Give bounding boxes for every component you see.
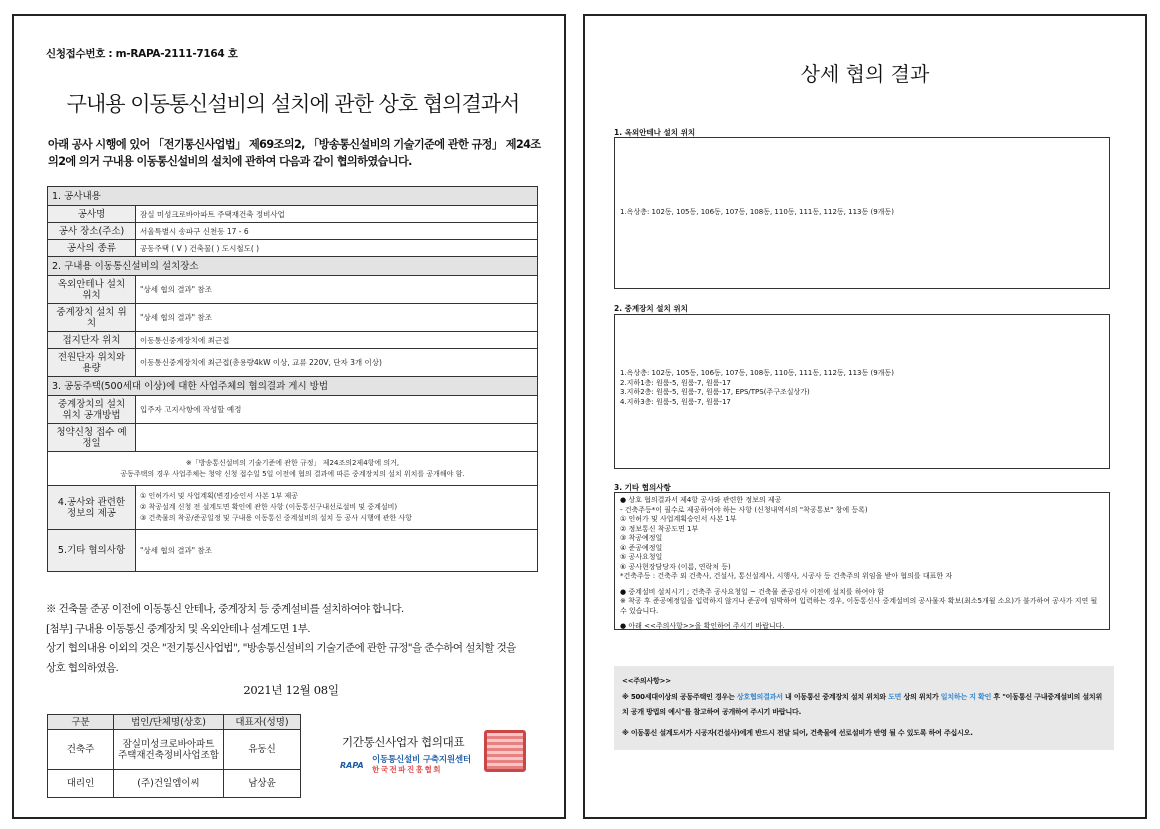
footer-notes <box>46 600 546 678</box>
other-line: ● 아래 <<주의사항>>을 확인하여 주시기 바랍니다. <box>620 622 785 630</box>
terminal-value: 이동통신중계장치에 최근접 <box>136 332 538 349</box>
antenna-section-header: 1. 옥외안테나 설치 위치 <box>614 128 696 137</box>
antenna-location-line: 1.옥상층: 102동, 105동, 106동, 107동, 108동, 110동, 111동, 112동, 113동 (9개동) <box>620 208 894 216</box>
other-label: 5.기타 협의사항 <box>48 530 136 572</box>
subscribe-date-value <box>136 424 538 452</box>
footer-note-3: 상기 협의내용 이외의 것은 "전기통신사업법", "방송통신설비의 기술기준에 관한 규정"을 준수하여 설치할 것을 <box>46 642 516 654</box>
regulation-note-line-1: ※「방송통신설비의 기술기준에 관한 규정」 제24조의2제4항에 의거, <box>185 458 400 467</box>
other-line: ※ 착공 후 준공예정일을 입력하지 않거나 준공에 임박하여 입력하는 경우, 이동통신사 중계설비의 공사물자 확보(최소5개월 소요)가 불가하여 공사가 지연 될 수 있습니다. <box>620 597 1098 615</box>
project-name-value: 잠실 미성크로바아파트 주택재건축 정비사업 <box>136 206 538 223</box>
caution-title: <<주의사항>> <box>622 677 671 685</box>
caution-line-1: ※ 500세대이상의 공동주택인 경우는 상호협의결과서 내 이동통신 중계장치 설치 위치와 도면 상의 위치가 일치하는 지 확인 후 "이동통신 구내중계설비의 설치위치 공개 방법의 예시"를 참고하여 공개하여 주시기 바랍니다. <box>622 693 1103 716</box>
power-label: 전원단자 위치와 용량 <box>48 349 136 377</box>
type-value: 공동주택 ( V ) 건축물( ) 도시철도( ) <box>136 240 538 257</box>
info-item-1: ① 인허가서 및 사업계획(변경)승인서 사본 1부 제공 <box>140 492 299 500</box>
other-line: *건축주등 : 건축주 외 건축사, 건설사, 통신설계사, 시행사, 시공사 등 건축주의 위임을 받아 협의를 대표한 자 <box>620 572 953 580</box>
repeater-line-2: 2.지하1층: 원룸-5, 원룸-7, 원룸-17 <box>620 378 731 387</box>
repeater-value: "상세 협의 결과" 참조 <box>136 304 538 332</box>
owner-org: 잠실미성크로바아파트 주택재건축정비사업조합 <box>114 730 224 770</box>
sign-header-category: 구분 <box>48 715 114 730</box>
terminal-label: 접지단자 위치 <box>48 332 136 349</box>
footer-note-4: 상호 협의하였음. <box>46 661 119 674</box>
repeater-location-box <box>614 314 1110 469</box>
signature-table <box>47 714 301 798</box>
repeater-line-4: 4.지하3층: 원룸-5, 원룸-7, 원룸-17 <box>620 397 731 406</box>
other-line: ③ 착공예정일 <box>620 534 663 542</box>
other-value: "상세 협의 결과" 참조 <box>136 530 538 572</box>
regulation-note <box>48 452 538 486</box>
notice-method-label: 중계장치의 설치 위치 공개방법 <box>48 396 136 424</box>
rapa-association: 한국전파진흥협회 <box>372 765 442 774</box>
repeater-line-3: 3.지하2층: 원룸-5, 원룸-7, 원룸-17, EPS/TPS(주구조실상가) <box>620 388 810 396</box>
owner-label: 건축주 <box>48 730 114 770</box>
repeater-section-header: 2. 중계장치 설치 위치 <box>614 304 688 313</box>
other-line: ● 상호 협의결과서 제4항 공사와 관련한 정보의 제공 <box>620 496 782 504</box>
repeater-label: 중계장치 설치 위치 <box>48 304 136 332</box>
other-line: ② 정보통신 착공도면 1부 <box>620 524 699 533</box>
regulation-note-line-2: 공동주택의 경우 사업주체는 청약 신청 접수일 5일 이전에 협의 결과에 따른 중계장치의 설치 위치를 공개해야 함. <box>120 469 465 478</box>
location-label: 공사 장소(주소) <box>48 223 136 240</box>
page-agreement <box>12 14 566 819</box>
repeater-line-1: 1.옥상층: 102동, 105동, 106동, 107동, 108동, 110동, 111동, 112동, 113동 (9개동) <box>620 369 894 377</box>
antenna-label: 옥외안테나 설치 위치 <box>48 276 136 304</box>
footer-note-2: [첨부] 구내용 이동통신 중계장치 및 옥외안테나 설계도면 1부. <box>46 622 311 635</box>
other-line: ● 중계설비 설치시기 ; 건축주 공사요청일 ~ 건축물 준공검사 이전에 설치를 하여야 함 <box>620 587 885 596</box>
rapa-center-name <box>372 755 471 775</box>
other-line: ① 인허가 및 사업계획승인서 사본 1부 <box>620 515 737 523</box>
info-provision-label: 4.공사와 관련한 정보의 제공 <box>48 486 136 530</box>
caution-line-2: ※ 이동통신 설계도서가 시공자(건설사)에게 반드시 전달 되어, 건축물에 선로설비가 반영 될 수 있도록 하여 주십시오. <box>622 729 973 737</box>
document-title: 구내용 이동통신설비의 설치에 관한 상호 협의결과서 <box>66 92 520 116</box>
carrier-representative: 기간통신사업자 협의대표 <box>342 735 465 749</box>
sign-header-rep: 대표자(성명) <box>224 715 301 730</box>
agreement-table <box>47 186 538 572</box>
application-number: 신청접수번호 : m-RAPA-2111-7164 호 <box>46 48 238 60</box>
page-detail-results <box>583 14 1147 819</box>
notice-method-value: 입주자 고지사항에 작성할 예정 <box>136 396 538 424</box>
sign-header-org: 법인/단체명(상호) <box>114 715 224 730</box>
info-item-2: ② 착공설계 신청 전 설계도면 확인에 관한 사항 (이동통신구내선로설비 및 중계설비) <box>140 503 398 511</box>
other-section-header: 3. 기타 협의사항 <box>614 483 671 492</box>
other-agreement-box <box>614 492 1110 630</box>
owner-rep: 유동신 <box>224 730 301 770</box>
info-item-3: ③ 건축물의 착공/준공일정 및 구내용 이동통신 중계설비의 설치 등 공사 시행에 관한 사항 <box>140 514 413 522</box>
official-seal <box>484 730 526 772</box>
section-3-header: 3. 공동주택(500세대 이상)에 대한 사업주체의 협의결과 게시 방법 <box>48 377 538 396</box>
other-line: ⑤ 공사요청일 <box>620 553 663 561</box>
agent-org: (주)건일엠이씨 <box>114 770 224 798</box>
section-1-header: 1. 공사내용 <box>48 187 538 206</box>
subscribe-date-label: 청약신청 접수 예정일 <box>48 424 136 452</box>
section-2-header: 2. 구내용 이동통신설비의 설치장소 <box>48 257 538 276</box>
rapa-center-title: 이동통신설비 구축지원센터 <box>372 755 471 765</box>
info-provision-value <box>136 486 538 530</box>
project-name-label: 공사명 <box>48 206 136 223</box>
agreement-date: 2021년 12월 08일 <box>243 683 339 697</box>
other-line: ④ 준공예정일 <box>620 543 663 552</box>
caution-notice <box>614 666 1114 750</box>
type-label: 공사의 종류 <box>48 240 136 257</box>
intro-paragraph: 아래 공사 시행에 있어 「전기통신사업법」 제69조의2, 「방송통신설비의 기술기준에 관한 규정」 제24조의2에 의거 구내용 이동통신설비의 설치에 관하여 다음과 같이 협의하였습니다. <box>48 138 541 168</box>
agent-label: 대리인 <box>48 770 114 798</box>
power-value: 이동통신중계장치에 최근접(총용량4kW 이상, 교류 220V, 단자 3개 이상) <box>136 349 538 377</box>
agent-rep: 남상윤 <box>224 770 301 798</box>
antenna-value: "상세 협의 결과" 참조 <box>136 276 538 304</box>
footer-note-1: ※ 건축물 준공 이전에 이동통신 안테나, 중계장치 등 중계설비를 설치하여야 합니다. <box>46 603 404 615</box>
other-line: - 건축주등*이 필수로 제공하여야 하는 사항 (신청내역서의 "착공통보" 창에 등록) <box>620 505 868 514</box>
location-value: 서울특별시 송파구 신천동 17 - 6 <box>136 223 538 240</box>
detail-title: 상세 협의 결과 <box>800 62 930 86</box>
rapa-logo: RAPA <box>340 761 364 770</box>
antenna-location-box <box>614 137 1110 289</box>
other-line: ⑥ 공사현장담당자 (이름, 연락처 등) <box>620 562 731 571</box>
